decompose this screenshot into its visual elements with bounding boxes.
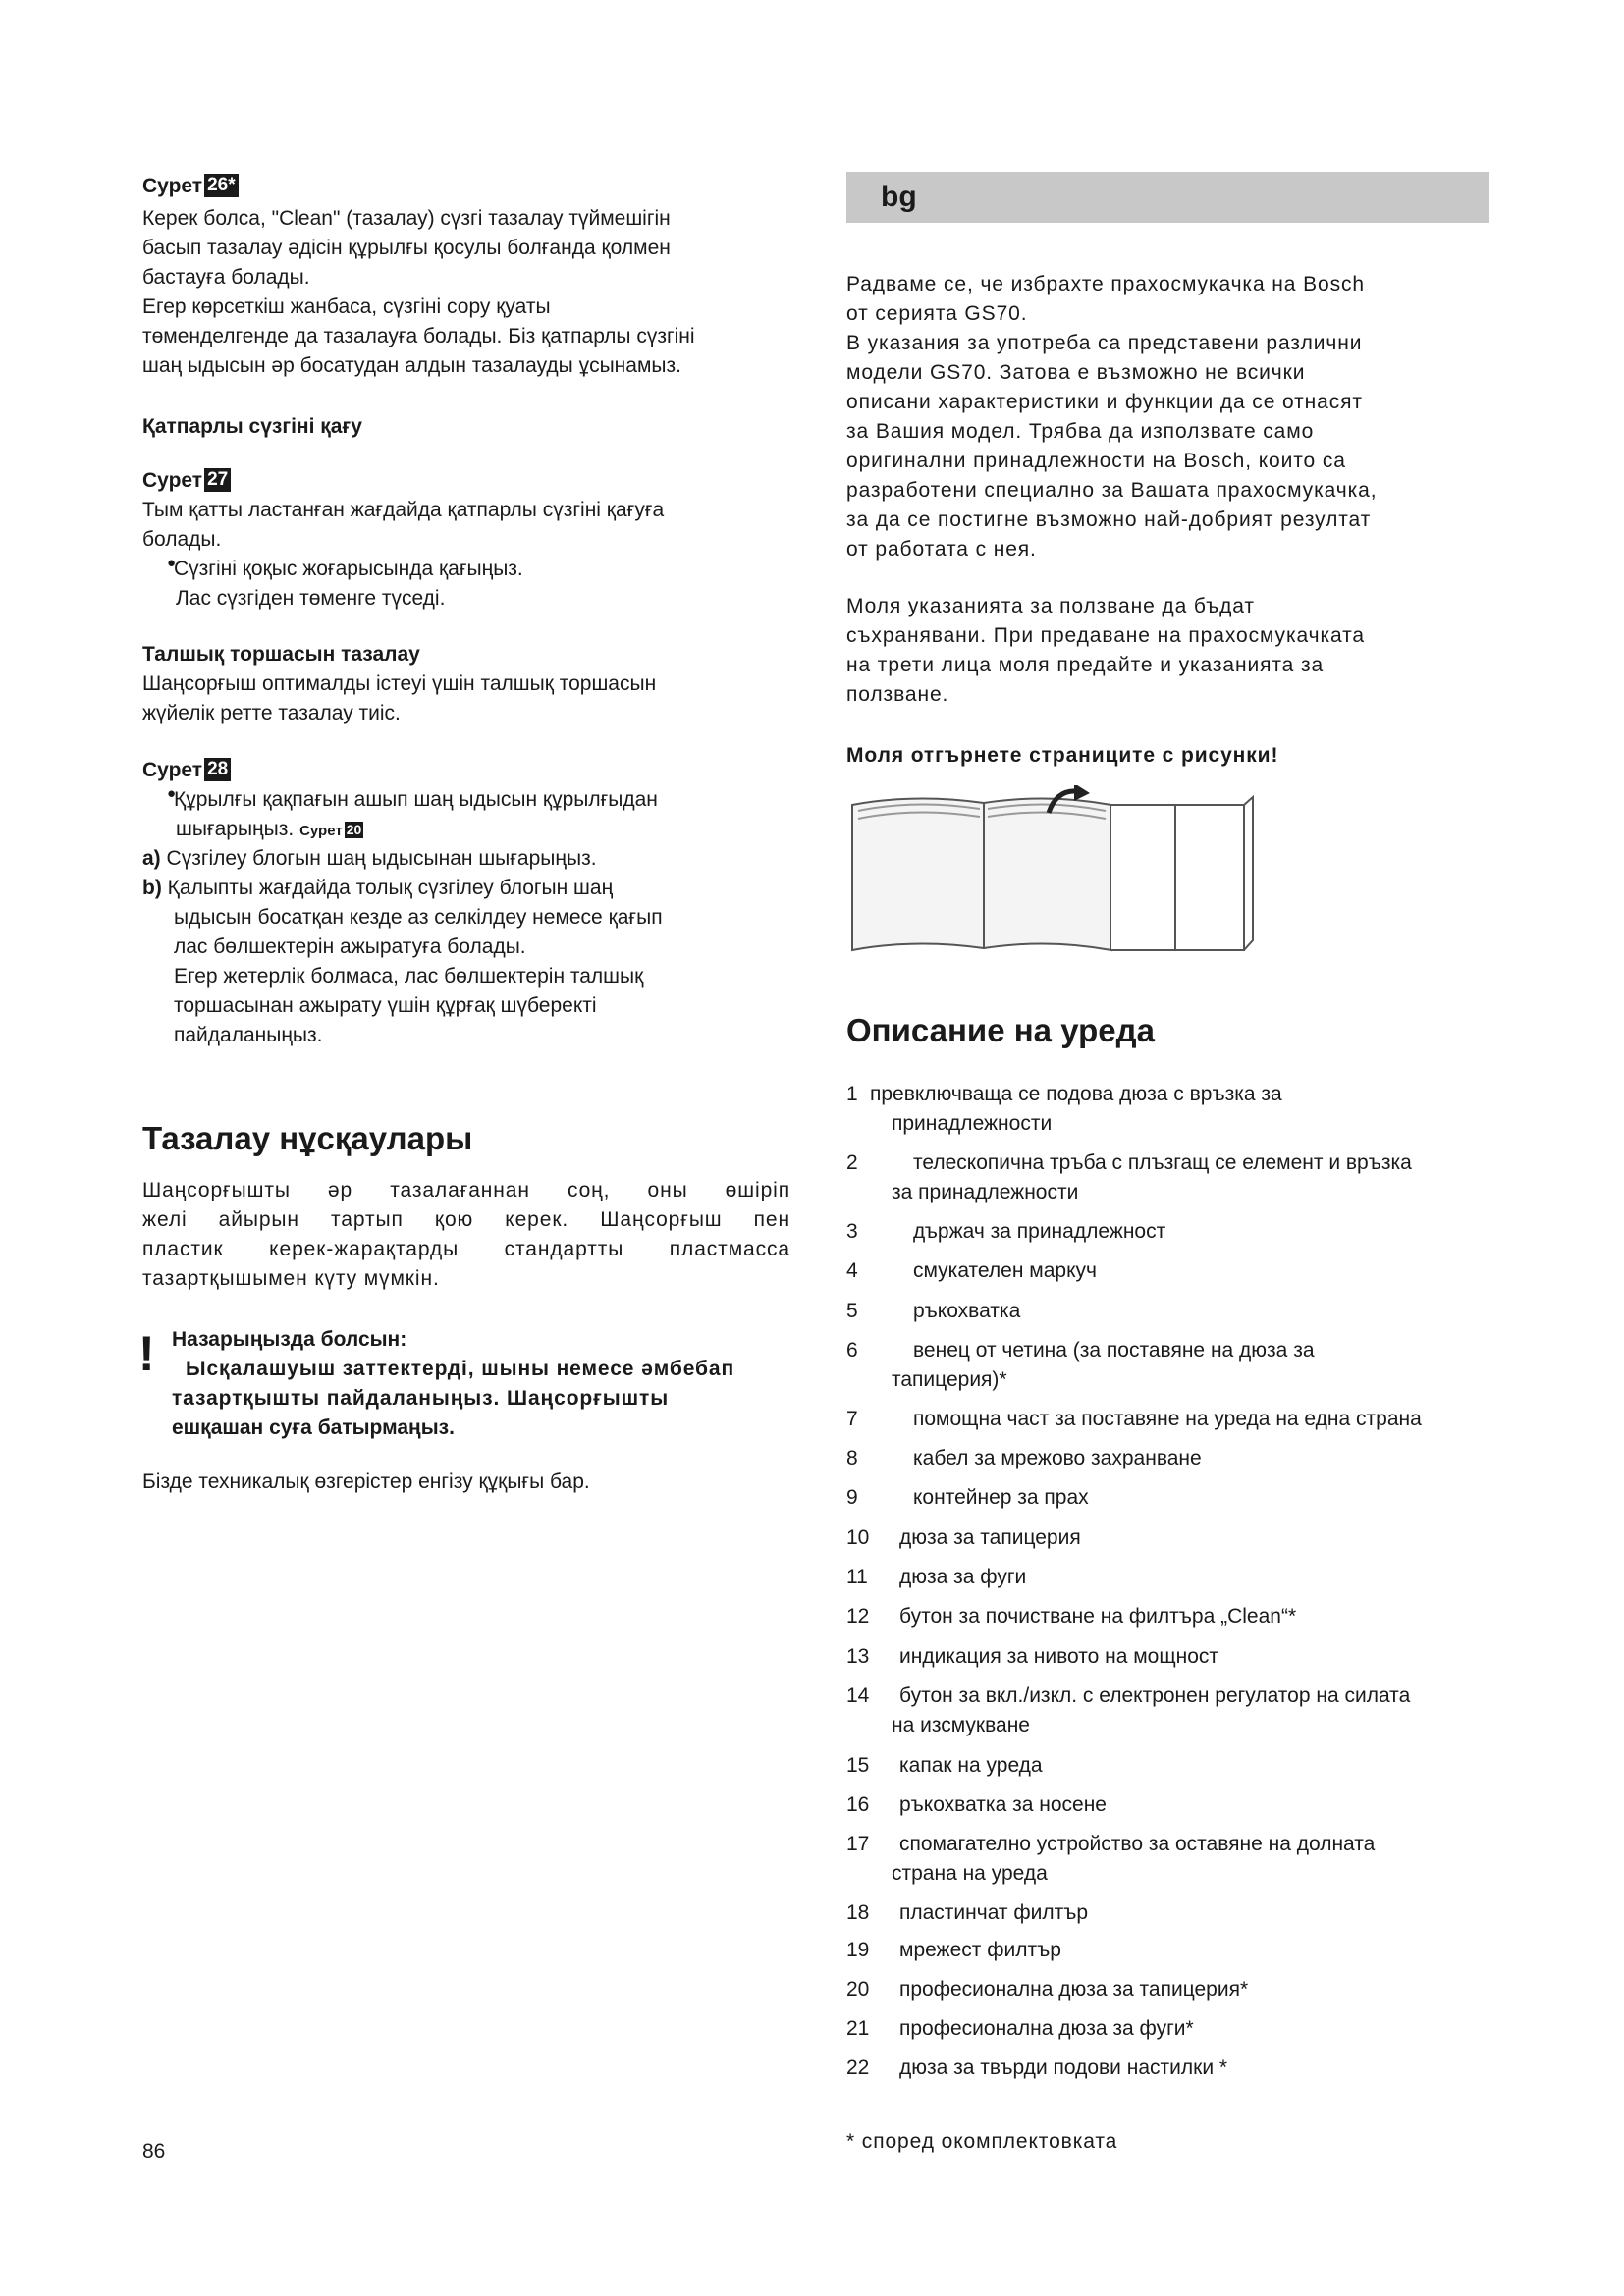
step-a: a) Сүзгілеу блогын шаң ыдысынан шығарыңыз. — [142, 847, 597, 870]
list-item: 12 бутон за почистване на филтъра „Clean“* — [846, 1605, 1297, 1628]
bullet-item: ● Құрылғы қақпағын ашып шаң ыдысын құрылғыдан шығарыңыз. Сурет 20 — [167, 785, 658, 840]
language-code: bg — [881, 181, 917, 213]
keep-instructions-paragraph: Моля указанията за ползване да бъдат съхранявани. При предаване на прахосмукачката на трети лица моля предайте и указанията за ползване. — [846, 595, 1365, 706]
warning-icon: ! — [138, 1326, 155, 1381]
figure-badge: 20 — [346, 822, 362, 837]
fold-filter-paragraph: Тым қатты ластанған жағдайда қатпарлы сүзгіні қағуға болады. — [142, 499, 665, 551]
figure-badge: 27 — [204, 468, 231, 492]
step-b: b) Қалыпты жағдайда толық сүзгілеу блогын шаң ыдысын босатқан кезде аз селкілдеу немесе қағып лас бөлшектерін ажыратуға болады. Егер жетерлік болмаса, лас бөлшектерін талшық торшасынан ажырату үшін құрғақ шүберекті пайдаланыңыз. — [142, 877, 663, 1046]
footnote: * според окомплектовката — [846, 2130, 1118, 2153]
list-item: 10 дюза за тапицерия — [846, 1526, 1081, 1549]
warning-box: ! Назарыңызда болсын: Ысқалашуыш заттектерді, шыны немесе әмбебап тазартқышты пайдаланыңыз. Шаңсорғышты ешқашан суға батырмаңыз. — [138, 1326, 735, 1439]
section-heading: Талшық торшасын тазалау — [142, 643, 420, 666]
list-item: 13 индикация за нивото на мощност — [846, 1645, 1219, 1668]
section-title: Тазалау нұсқаулары — [142, 1120, 473, 1156]
list-item: 4 смукателен маркуч — [846, 1259, 1097, 1282]
bullet-item: ● Сүзгіні қоқыс жоғарысында қағыңыз. Лас сүзгіден төменге түседі. — [167, 555, 523, 610]
list-item: 16 ръкохватка за носене — [846, 1793, 1107, 1816]
figure-badge: 26* — [204, 174, 239, 197]
list-item: 22 дюза за твърди подови настилки * — [846, 2056, 1228, 2079]
list-item: 8 кабел за мрежово захранване — [846, 1447, 1202, 1469]
language-header-bar — [846, 172, 1489, 223]
figure-badge: 28 — [204, 758, 231, 781]
filter-clean-paragraph: Керек болса, "Clean" (тазалау) сүзгі тазалау түймешігін басып тазалау әдісін құрылғы қосулы болғанда қолмен бастауға болады. Егер көрсеткіш жанбаса, сүзгіні сору қуаты төменделгенде да тазалауға болады. Біз қатпарлы сүзгіні шаң ыдысын әр босатудан алдын тазалауды ұсынамыз. — [142, 207, 695, 377]
list-item: 2 телескопична тръба с плъзгащ се елемент и връзка за принадлежности — [846, 1151, 1412, 1203]
list-item: 9 контейнер за прах — [846, 1486, 1089, 1509]
page-number: 86 — [142, 2140, 166, 2163]
list-item: 5 ръкохватка — [846, 1300, 1021, 1322]
technical-changes-note: Бізде техникалық өзгерістер енгізу құқығы бар. — [142, 1470, 590, 1493]
list-item: 18 пластинчат филтър — [846, 1901, 1089, 1924]
dustbag-paragraph: Шаңсорғыш оптималды істеуі үшін талшық торшасын жүйелік ретте тазалау тиіс. — [142, 672, 657, 724]
figure-ref-26: Сурет 26* — [142, 172, 239, 201]
list-item: 20 професионална дюза за тапицерия* — [846, 1978, 1249, 2001]
care-paragraph: Шаңсорғышты әр тазалағаннан соң, оны өшіріп желі айырын тартып қою керек. Шаңсорғыш пен пластик керек-жарақтарды стандартты пластмасса тазартқышымен күту мүмкін. — [142, 1179, 790, 1290]
figure-ref-28: Сурет 28 — [142, 756, 231, 785]
list-item: 3 държач за принадлежност — [846, 1220, 1166, 1243]
section-title: Описание на уреда — [846, 1012, 1155, 1048]
bullet-icon: ● — [167, 785, 177, 802]
section-heading: Қатпарлы сүзгіні қағу — [142, 415, 362, 438]
bullet-icon: ● — [167, 555, 177, 571]
intro-paragraph: Радваме се, че избрахте прахосмукачка на Bosch от серията GS70. В указания за употреба са представени различни модели GS70. Затова е възможно не всички описани характеристики и функции да се отнасят за Вашия модел. Трябва да използвате само оригинални принадлежности на Bosch, които са разработени специално за Вашата прахосмукачка, за да се постигне възможно най-добрият резултат от работата с нея. — [846, 273, 1378, 561]
list-item: 15 капак на уреда — [846, 1754, 1043, 1777]
list-item: 11 дюза за фуги — [846, 1566, 1027, 1588]
list-item: 17 спомагателно устройство за оставяне на долната страна на уреда — [846, 1833, 1376, 1885]
fold-out-note: Моля отгърнете страниците с рисунки! — [846, 744, 1279, 767]
list-item: 14 бутон за вкл./изкл. с електронен регулатор на силата на изсмукване — [846, 1684, 1411, 1736]
list-item: 1 превключваща се подова дюза с връзка за принадлежности — [846, 1083, 1282, 1135]
fold-out-pages-illustration — [846, 785, 1259, 957]
figure-ref-27: Сурет 27 — [142, 466, 231, 496]
list-item: 7 помощна част за поставяне на уреда на една страна — [846, 1408, 1422, 1430]
list-item: 6 венец от четина (за поставяне на дюза за тапицерия)* — [846, 1339, 1315, 1391]
list-item: 21 професионална дюза за фуги* — [846, 2017, 1194, 2040]
list-item: 19 мрежест филтър — [846, 1939, 1061, 1961]
